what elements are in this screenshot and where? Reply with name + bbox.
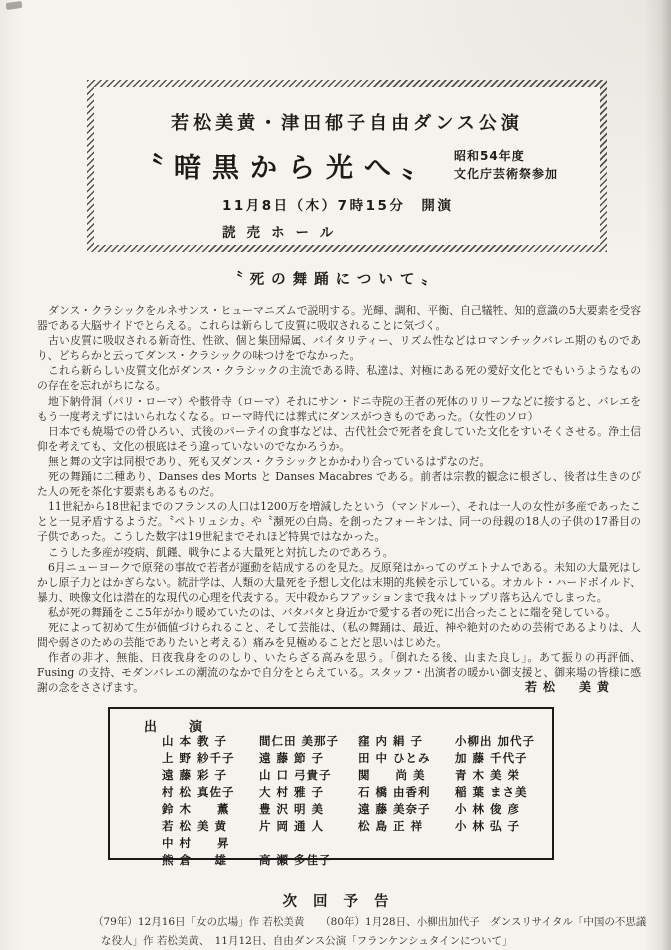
essay-paragraph: 古い皮質に吸収される新奇性、性欲、個と集団帰属、バイタリティー、リズム性などはロマンチックバレエ期のものであり、どちらかと云ってダンス・クラシックの味つけをでなかった。 (37, 334, 641, 363)
scan-artifact-smudge (6, 1, 23, 10)
cast-member: 熊 倉 一 雄 (162, 853, 228, 867)
cast-member: 間仁田 美那子 (259, 734, 340, 748)
cast-member: 村 松 真佐子 (162, 785, 235, 799)
cast-member: 石 橋 由香利 (358, 785, 431, 799)
essay-paragraph: 作者の非才、無能、日夜我身をののしり、いたらざる高みを思う。「倒れたる後、山また良し」。あて振りの再評価、Fusing の支持、モダンバレエの潮流のなかで自分をとらえている。スタッフ・出演者の暖かい御支援と、御来場の皆様に感謝の念をささげます。 (37, 651, 641, 695)
essay-paragraph: これら新らしい皮質文化がダンス・クラシックの主流である時、私達は、対極にある死の愛好文化とでもいうようなものの存在を忘れがちになる。 (37, 364, 641, 393)
company-title: 若松美黄・津田郁子自由ダンス公演 (171, 113, 523, 134)
next-notice-line: な役人」作 若松美黄、 11月12日、自由ダンス公演「フランケンシュタインについて」 (101, 934, 513, 947)
cast-member: 上 野 紗千子 (162, 751, 235, 765)
essay-paragraphs (37, 303, 641, 696)
cast-empty-cell (358, 835, 455, 852)
date-venue-block (222, 194, 453, 241)
cast-member: 関 尚 美 (358, 768, 426, 782)
essay-paragraph: 11世紀から18世紀までのフランスの人口は1200万を増減したという（マンドルー）、それは一人の女性が多産であったことと一見矛盾するようだ。〝ペトリュシカ〟や〝瀕死の白鳥〟を創ったフォーキンは、同一の母親の18人の子供の17番目の子供であった。こうした数字は19世紀までそれほど特異ではなかった。 (37, 500, 641, 544)
cast-empty-cell (358, 852, 455, 869)
cast-member: 豊 沢 明 美 (259, 802, 325, 816)
cast-member: 加 藤 千代子 (455, 751, 528, 765)
essay-paragraph: 6月ニューヨークで原発の事故で若者が運動を結成するのを見た。反原発はかってのヴエトナムである。未知の大量死はしかし原子力とはかぎらない。統計学は、人類の大量死を予想し文化は末期的兆候を示している。オカルト・ハードボイルド、暴力、映像文化は潜在的な現代の心理を代表する。天中殺からフアッションまで我々はトップリ落ち込んでしまった。 (37, 560, 641, 604)
essay-paragraph: 日本でも焼場での骨ひろい、式後のパーテイの食事などは、古代社会で死者を食していた文化をすいそくさせる。浄土信仰を考えても、文化の根底はそう違っていないのでなかろうか。 (37, 424, 641, 453)
performance-title: 〝暗黒から光へ〟 (135, 153, 440, 184)
cast-member: 高 瀬 多佳子 (259, 853, 332, 867)
cast-box (108, 707, 554, 867)
cast-member: 小 林 弘 子 (455, 819, 521, 833)
essay-paragraph: 地下納骨洞（パリ・ローマ）や骸骨寺（ローマ）それにサン・ドニ寺院の王者の死体のリリーフなどに接すると、バレエをもう一度考えずにはいられなくなる。ローマ時代には葬式にダンスがつきものであった。（女性のソロ） (37, 394, 641, 423)
essay-paragraph: 私が死の舞踊をここ5年がかり暖めていたのは、バタバタと身近かで愛する者の死に出合ったことに端を発している。 (48, 605, 617, 619)
cast-member: 中 村 昇 (162, 836, 230, 850)
performance-datetime: 11月8日（木）7時15分 開演 (222, 198, 454, 214)
poster-ornamental-frame (87, 80, 607, 252)
cast-member: 山 口 弓貴子 (259, 768, 332, 782)
cast-member: 青 木 美 栄 (455, 768, 521, 782)
essay-paragraph: ダンス・クラシックをルネサンス・ヒューマニズムで説明する。光輝、調和、平衡、自己犠牲、知的意識の5大要素を受容器である大脳サイドでとらえる。これらは新らして皮質に吸収されることに気づく。 (37, 304, 641, 333)
cast-member: 鈴 木 薫 (162, 802, 230, 816)
cast-member: 窪 内 絹 子 (358, 734, 424, 748)
cast-label: 出 演 (144, 720, 205, 735)
essay-paragraph: こうした多産が疫病、飢饉、戦争による大量死と対抗したのであろう。 (48, 545, 394, 559)
essay-heading: 〝死の舞踊について〟 (228, 272, 443, 288)
cast-member: 山 本 教 子 (162, 734, 228, 748)
essay-paragraph: 死の舞踊に二種あり、Danses des Morts と Danses Macabres である。前者は宗教的観念に根ざし、後者は生きのびた人の死を茶化す要素もあるものだ。 (37, 470, 641, 499)
festival-name: 文化庁芸術祭参加 (453, 166, 558, 181)
cast-member: 遠 藤 美奈子 (358, 802, 431, 816)
cast-empty-cell (455, 835, 552, 852)
scan-artifact-edge (661, 0, 671, 950)
cast-member: 遠 藤 彩 子 (162, 768, 228, 782)
cast-member: 大 村 雅 子 (259, 785, 325, 799)
cast-member: 田 中 ひとみ (358, 751, 431, 765)
cast-empty-cell (455, 852, 552, 869)
cast-member: 松 島 正 祥 (358, 819, 424, 833)
cast-member: 若 松 美 黄 (162, 819, 228, 833)
cast-member: 稲 葉 まさ美 (455, 785, 528, 799)
cast-member: 片 岡 通 人 (259, 819, 325, 833)
essay-paragraph: 無と舞の文字は同根であり、死も又ダンス・クラシックとかかわり合っているはずなのだ。 (48, 454, 491, 468)
venue: 読売ホール (222, 225, 345, 241)
next-notice-lines (93, 913, 653, 950)
poster-inner (94, 87, 600, 245)
author-signature: 若松 美黄 (524, 680, 615, 695)
festival-year: 昭和54年度 (453, 149, 525, 164)
cast-member: 遠 藤 節 子 (259, 751, 325, 765)
essay-paragraph: 死によって初めて生が価値づけられること、そして芸能は、（私の舞踊は、最近、神や絶対のための芸術であるよりは、人間や弱さのための芸能でありたいと考える）痛みを見極めることだと思いはじめた。 (37, 620, 641, 650)
festival-participation (454, 148, 558, 183)
cast-empty-cell (259, 835, 358, 852)
next-notice-heading: 次回予告 (282, 894, 405, 910)
cast-grid (162, 733, 552, 869)
cast-member: 小柳出 加代子 (455, 734, 536, 748)
cast-member: 小 林 俊 彦 (455, 802, 521, 816)
next-notice-line: （79年）12月16日「女の広場」作 若松美黄 （80年）1月28日、小柳出加代子 ダンスリサイタル「中国の不思議 (93, 916, 647, 928)
title-row (136, 146, 558, 185)
